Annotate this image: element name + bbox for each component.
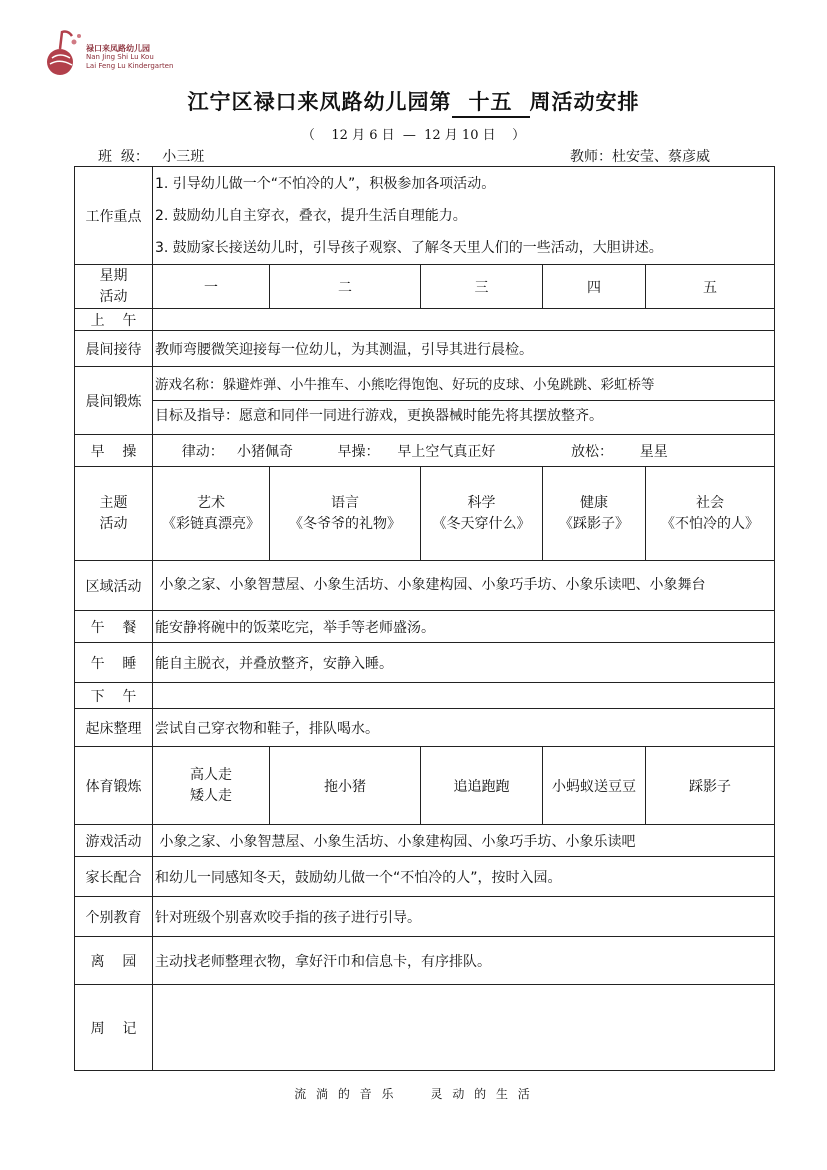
- afternoon-empty: [153, 683, 775, 709]
- individual-label: 个别教育: [75, 897, 153, 937]
- area-label: 区域活动: [75, 561, 153, 611]
- weekday-wed: 三: [421, 265, 543, 309]
- pe-wed: 追追跑跑: [421, 747, 543, 825]
- row-area: [75, 561, 775, 611]
- theme-subject: 语言: [331, 494, 359, 511]
- teacher-label: 教师：杜安莹、蔡彦威: [570, 149, 710, 165]
- row-morning: [75, 309, 775, 331]
- morning-empty: [153, 309, 775, 331]
- row-lunch: [75, 611, 775, 643]
- row-game: [75, 825, 775, 857]
- drill-label: 早 操: [75, 435, 153, 467]
- theme-title: 《冬天穿什么》: [432, 515, 531, 532]
- weekday-mon: 一: [153, 265, 270, 309]
- pe-tue: 拖小猪: [270, 747, 421, 825]
- weekday-label-top: 星期: [99, 267, 128, 284]
- nap-text: 能自主脱衣，并叠放整齐，安静入睡。: [153, 643, 775, 683]
- pe-thu: 小蚂蚁送豆豆: [543, 747, 646, 825]
- weekday-thu: 四: [543, 265, 646, 309]
- logo-name-cn: 禄口来凤路幼儿园: [86, 44, 150, 53]
- date-range: （ 12 月 6 日 — 12 月 10 日 ）: [301, 128, 526, 143]
- weekly-label: 周 记: [75, 985, 153, 1071]
- theme-mon: [153, 467, 270, 561]
- focus-cell: [153, 167, 775, 265]
- pe-line2: 矮人走: [190, 787, 232, 804]
- parent-label: 家长配合: [75, 857, 153, 897]
- theme-label-cell: [75, 467, 153, 561]
- row-parent: [75, 857, 775, 897]
- theme-tue: [270, 467, 421, 561]
- weekday-header-cell: [75, 265, 153, 309]
- lunch-text: 能安静将碗中的饭菜吃完，举手等老师盛汤。: [153, 611, 775, 643]
- game-label: 游戏活动: [75, 825, 153, 857]
- row-weekdays: [75, 265, 775, 309]
- theme-subject: 健康: [580, 494, 608, 511]
- morning-label: 上 午: [75, 309, 153, 331]
- reception-text: 教师弯腰微笑迎接每一位幼儿，为其测温，引导其进行晨检。: [153, 331, 775, 367]
- drill-text: 律动： 小猪佩奇 早操： 早上空气真正好 放松： 星星: [153, 435, 775, 467]
- week-number: 十五: [452, 86, 530, 118]
- row-weekly: [75, 985, 775, 1071]
- exercise-cell: [153, 367, 775, 435]
- class-label: 班 级： 小三班: [98, 149, 205, 165]
- logo-name-en2: Lai Feng Lu Kindergarten: [86, 62, 174, 70]
- individual-text: 针对班级个别喜欢咬手指的孩子进行引导。: [153, 897, 775, 937]
- footer-slogan: 流 淌 的 音 乐 灵 动 的 生 活: [294, 1087, 533, 1101]
- pe-fri: 踩影子: [646, 747, 775, 825]
- focus-item-2: 2. 鼓励幼儿自主穿衣，叠衣，提升生活自理能力。: [155, 207, 467, 224]
- theme-wed: [421, 467, 543, 561]
- parent-text: 和幼儿一同感知冬天，鼓励幼儿做一个“不怕冷的人”，按时入园。: [153, 857, 775, 897]
- wakeup-text: 尝试自己穿衣物和鞋子，排队喝水。: [153, 709, 775, 747]
- logo-name-en1: Nan Jing Shi Lu Kou: [86, 53, 154, 61]
- theme-subject: 社会: [696, 494, 724, 511]
- theme-title: 《不怕冷的人》: [661, 515, 759, 532]
- theme-subject: 艺术: [197, 494, 225, 511]
- leave-text: 主动找老师整理衣物，拿好汗巾和信息卡，有序排队。: [153, 937, 775, 985]
- leave-label: 离 园: [75, 937, 153, 985]
- nap-label: 午 睡: [75, 643, 153, 683]
- row-individual: [75, 897, 775, 937]
- weekday-label-bottom: 活动: [99, 288, 128, 305]
- row-theme: [75, 467, 775, 561]
- wakeup-label: 起床整理: [75, 709, 153, 747]
- focus-label: 工作重点: [75, 167, 153, 265]
- exercise-games: 游戏名称：躲避炸弹、小牛推车、小熊吃得饱饱、好玩的皮球、小兔跳跳、彩虹桥等: [155, 377, 655, 393]
- row-reception: [75, 331, 775, 367]
- theme-thu: [543, 467, 646, 561]
- pe-label: 体育锻炼: [75, 747, 153, 825]
- exercise-goal: 目标及指导：愿意和同伴一同进行游戏，更换器械时能先将其摆放整齐。: [153, 400, 774, 431]
- theme-fri: [646, 467, 775, 561]
- theme-title: 《踩影子》: [559, 515, 629, 532]
- pe-mon: [153, 747, 270, 825]
- theme-label-top: 主题: [99, 494, 128, 511]
- row-drill: [75, 435, 775, 467]
- theme-label-bottom: 活动: [99, 515, 128, 532]
- row-leave: [75, 937, 775, 985]
- pe-line1: 高人走: [190, 766, 232, 783]
- theme-title: 《冬爷爷的礼物》: [289, 515, 401, 532]
- theme-subject: 科学: [467, 494, 496, 511]
- exercise-label: 晨间锻炼: [75, 367, 153, 435]
- row-pe: [75, 747, 775, 825]
- row-afternoon: [75, 683, 775, 709]
- focus-item-3: 3. 鼓励家长接送幼儿时，引导孩子观察、了解冬天里人们的一些活动，大胆讲述。: [155, 239, 663, 256]
- weekday-tue: 二: [270, 265, 421, 309]
- logo-mark-icon: [44, 28, 84, 78]
- lunch-label: 午 餐: [75, 611, 153, 643]
- row-focus: [75, 167, 775, 265]
- focus-item-1: 1. 引导幼儿做一个“不怕冷的人”，积极参加各项活动。: [155, 175, 496, 192]
- area-text: 小象之家、小象智慧屋、小象生活坊、小象建构园、小象巧手坊、小象乐读吧、小象舞台: [153, 561, 775, 611]
- theme-title: 《彩链真漂亮》: [162, 515, 260, 532]
- row-nap: [75, 643, 775, 683]
- page-title: [0, 86, 827, 118]
- weekly-text: [153, 985, 775, 1071]
- afternoon-label: 下 午: [75, 683, 153, 709]
- weekday-fri: 五: [646, 265, 775, 309]
- title-prefix: 江宁区禄口来凤路幼儿园第: [187, 89, 452, 114]
- reception-label: 晨间接待: [75, 331, 153, 367]
- schedule-table: [74, 166, 775, 1071]
- row-exercise: [75, 367, 775, 435]
- title-suffix: 周活动安排: [529, 89, 640, 114]
- game-text: 小象之家、小象智慧屋、小象生活坊、小象建构园、小象巧手坊、小象乐读吧: [153, 825, 775, 857]
- kindergarten-logo: [44, 28, 174, 80]
- row-wakeup: [75, 709, 775, 747]
